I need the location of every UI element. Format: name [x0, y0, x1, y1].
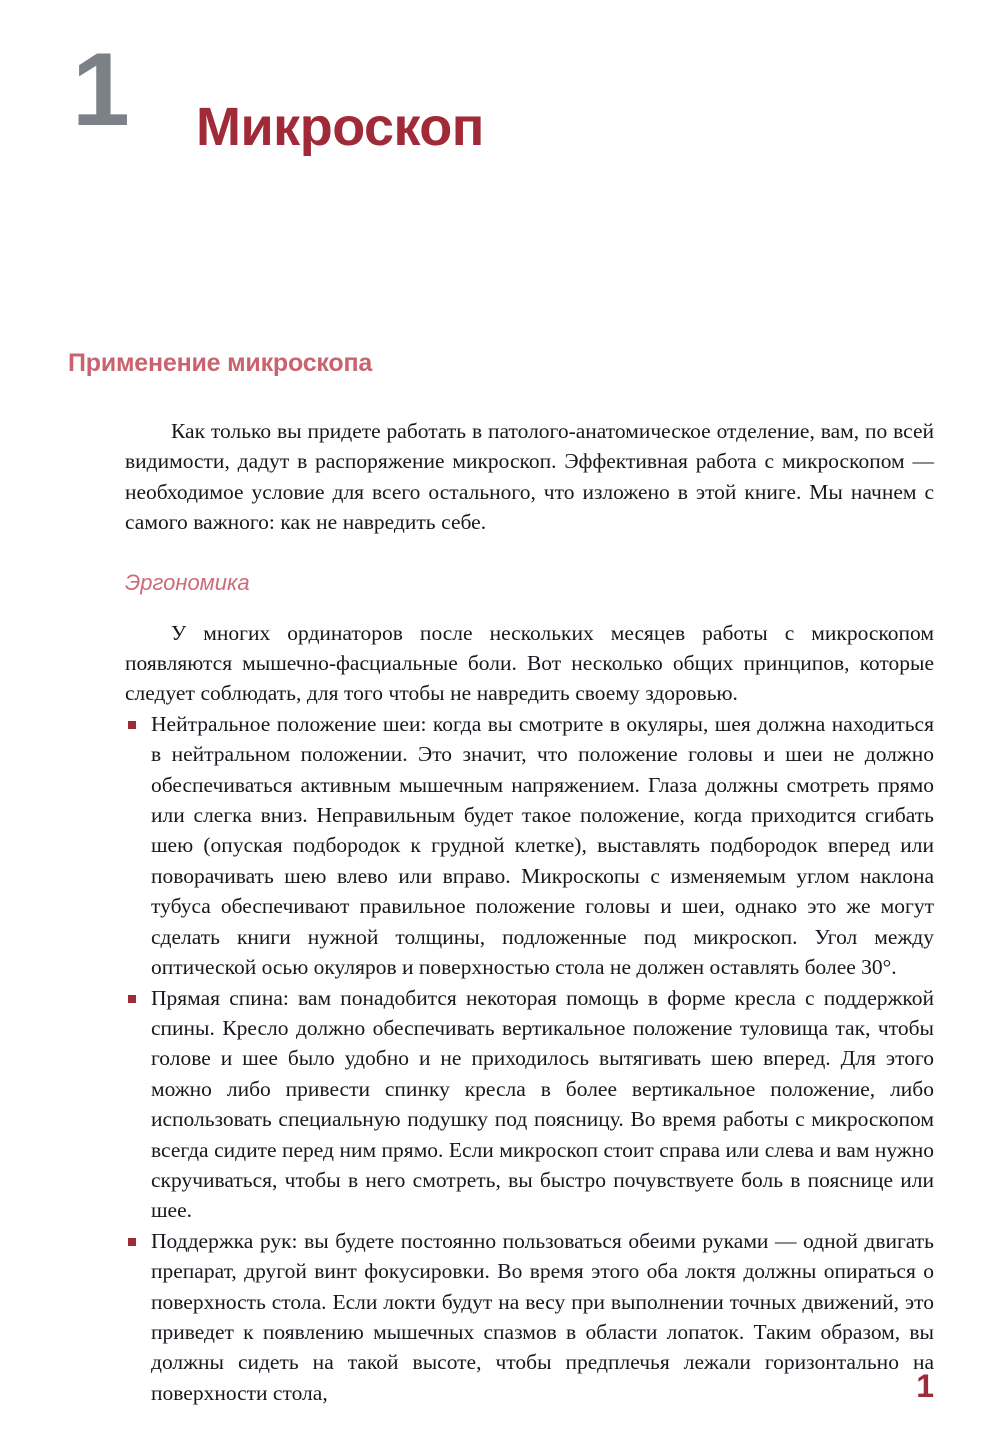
bullet-square-icon [128, 1238, 136, 1246]
list-item-text: Поддержка рук: вы будете постоянно пользоваться обеими руками — одной двигать препарат, другой винт фокусировки. Во время этого оба локтя должны опираться о поверхность стола. Если локти будут на весу при выполнении точных движений, это приведет к появлению мышечных спазмов в области лопаток. Таким образом, вы должны сидеть на такой высоте, чтобы предплечья лежали горизонтально на поверхности стола, [151, 1228, 934, 1405]
body-column [125, 416, 934, 1408]
chapter-number: 1 [72, 32, 128, 148]
section-intro-paragraph: Как только вы придете работать в патолого-анатомическое отделение, вам, по всей видимости, дадут в распоряжение микроскоп. Эффективная работа с микроскопом — необходимое условие для всего остального, что изложено в этой книге. Мы начнем с самого важного: как не навредить себе. [125, 419, 934, 535]
section-heading-application: Применение микроскопа [68, 349, 373, 377]
list-item [125, 709, 934, 983]
bullet-square-icon [128, 995, 136, 1003]
list-item [125, 1226, 934, 1408]
bullet-square-icon [128, 721, 136, 729]
list-item [125, 983, 934, 1226]
list-item-text: Прямая спина: вам понадобится некоторая помощь в форме кресла с поддержкой спины. Кресло должно обеспечивать вертикальное положение туловища так, чтобы голове и шее было удобно и не приходилось вытягивать шею вперед. Для этого можно либо привести спинку кресла в более вертикальное положение, либо использовать специальную подушку под поясницу. Во время работы с микроскопом всегда сидите перед ним прямо. Если микроскоп стоит справа или слева и вам нужно скручиваться, чтобы в него смотреть, вы быстро почувствуете боль в пояснице или шее. [151, 985, 934, 1223]
ergonomics-bullet-list [125, 709, 934, 1408]
subsection-heading-ergonomics: Эргономика [125, 569, 250, 595]
page-number: 1 [916, 1368, 934, 1404]
chapter-header [0, 32, 1000, 158]
list-item-text: Нейтральное положение шеи: когда вы смотрите в окуляры, шея должна находиться в нейтральном положении. Это значит, что положение головы и шеи не должно обеспечиваться активным мышечным напряжением. Глаза должны смотреть прямо или слегка вниз. Неправильным будет такое положение, когда приходится сгибать шею (опуская подбородок к грудной клетке), выставлять подбородок вперед или поворачивать шею влево или вправо. Микроскопы с изменяемым углом наклона тубуса обеспечивают правильное положение головы и шеи, однако это же могут сделать книги нужной толщины, подложенные под микроскоп. Угол между оптической осью окуляров и поверхностью стола не должен оставлять более 30°. [151, 711, 934, 980]
chapter-title: Микроскоп [196, 97, 484, 158]
subsection-intro-paragraph: У многих ординаторов после нескольких месяцев работы с микроскопом появляются мышечно-фасциальные боли. Вот несколько общих принципов, которые следует соблюдать, для того чтобы не навредить своему здоровью. [125, 620, 934, 706]
page-content [68, 348, 934, 1408]
